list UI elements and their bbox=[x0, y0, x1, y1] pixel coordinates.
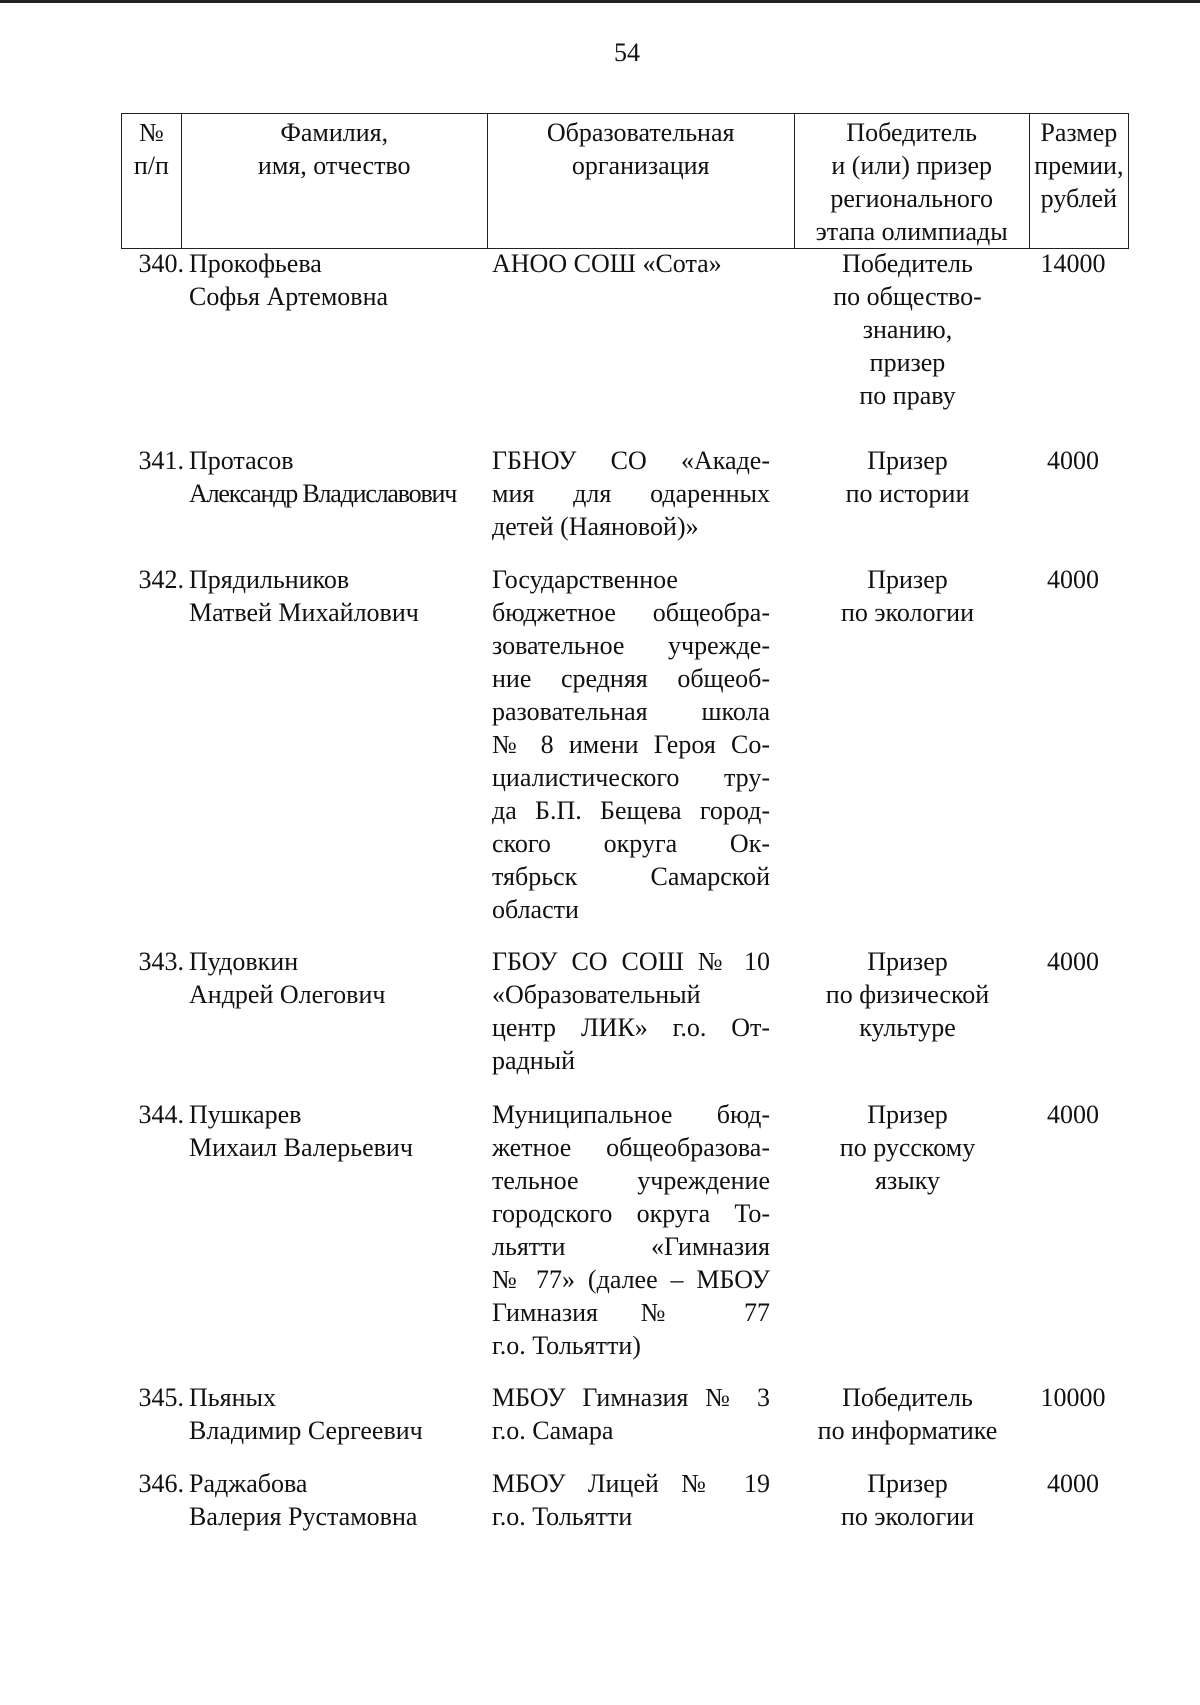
student-name: Пушкарев Михаил Валерьевич bbox=[189, 1100, 413, 1162]
prize-amount: 4000 bbox=[1047, 1469, 1099, 1498]
row-number: 345. bbox=[138, 1383, 184, 1412]
header-num: № п/п bbox=[122, 114, 182, 249]
row-number: 340. bbox=[138, 249, 184, 278]
student-name: Пудовкин Андрей Олегович bbox=[189, 947, 386, 1009]
student-name: Пьяных Владимир Сергеевич bbox=[189, 1383, 423, 1445]
row-number: 346. bbox=[138, 1469, 184, 1498]
student-name: Прокофьева Софья Артемовна bbox=[189, 249, 389, 311]
student-name: Протасов Александр Владиславович bbox=[189, 446, 457, 508]
student-name: Прядильников Матвей Михайлович bbox=[189, 565, 419, 627]
prize-amount: 14000 bbox=[1040, 249, 1106, 278]
row-number: 342. bbox=[138, 565, 184, 594]
row-number: 344. bbox=[138, 1100, 184, 1129]
header-award: Победитель и (или) призер регионального этапа олимпиады bbox=[794, 114, 1029, 249]
header-org: Образовательная организация bbox=[487, 114, 794, 249]
prize-amount: 10000 bbox=[1040, 1383, 1106, 1412]
organization: МБОУ Лицей № 19 г.о. Тольятти bbox=[492, 1469, 770, 1531]
award: Победитель по общество- знанию, призер по праву bbox=[833, 249, 982, 410]
page-number: 54 bbox=[614, 38, 640, 67]
row-number: 343. bbox=[138, 947, 184, 976]
row-number: 341. bbox=[138, 446, 184, 475]
organization: Государственное бюджетное общеобра- зовательное учрежде- ние средняя общеоб- разовательная школа № 8 имени Героя Со- циалистического тру- да Б.П. Бещева город- ского округа Ок- тябрьск Самарской области bbox=[492, 565, 770, 924]
organization: ГБНОУ СО «Акаде- мия для одаренных детей (Наяновой)» bbox=[492, 446, 770, 541]
award: Призер по экологии bbox=[840, 565, 974, 627]
award: Призер по экологии bbox=[840, 1469, 974, 1531]
table-header bbox=[121, 113, 1129, 249]
prize-amount: 4000 bbox=[1047, 1100, 1099, 1129]
prize-amount: 4000 bbox=[1047, 565, 1099, 594]
prize-amount: 4000 bbox=[1047, 446, 1099, 475]
student-name: Раджабова Валерия Рустамовна bbox=[189, 1469, 418, 1531]
award: Призер по русскому языку bbox=[839, 1100, 976, 1195]
award: Победитель по информатике bbox=[817, 1383, 998, 1445]
award: Призер по физической культуре bbox=[825, 947, 990, 1042]
award: Призер по истории bbox=[845, 446, 970, 508]
top-rule bbox=[0, 0, 1200, 3]
organization: АНОО СОШ «Сота» bbox=[492, 249, 722, 278]
organization: МБОУ Гимназия № 3 г.о. Самара bbox=[492, 1383, 770, 1445]
header-fio: Фамилия, имя, отчество bbox=[181, 114, 487, 249]
prize-amount: 4000 bbox=[1047, 947, 1099, 976]
organization: Муниципальное бюд- жетное общеобразова- тельное учреждение городского округа То- льятти «Гимназия № 77» (далее – МБОУ Гимназия № 77 г.о. Тольятти) bbox=[492, 1100, 770, 1360]
header-prize: Размер премии, рублей bbox=[1029, 114, 1128, 249]
organization: ГБОУ СО СОШ № 10 «Образовательный центр ЛИК» г.о. От- радный bbox=[492, 947, 770, 1075]
